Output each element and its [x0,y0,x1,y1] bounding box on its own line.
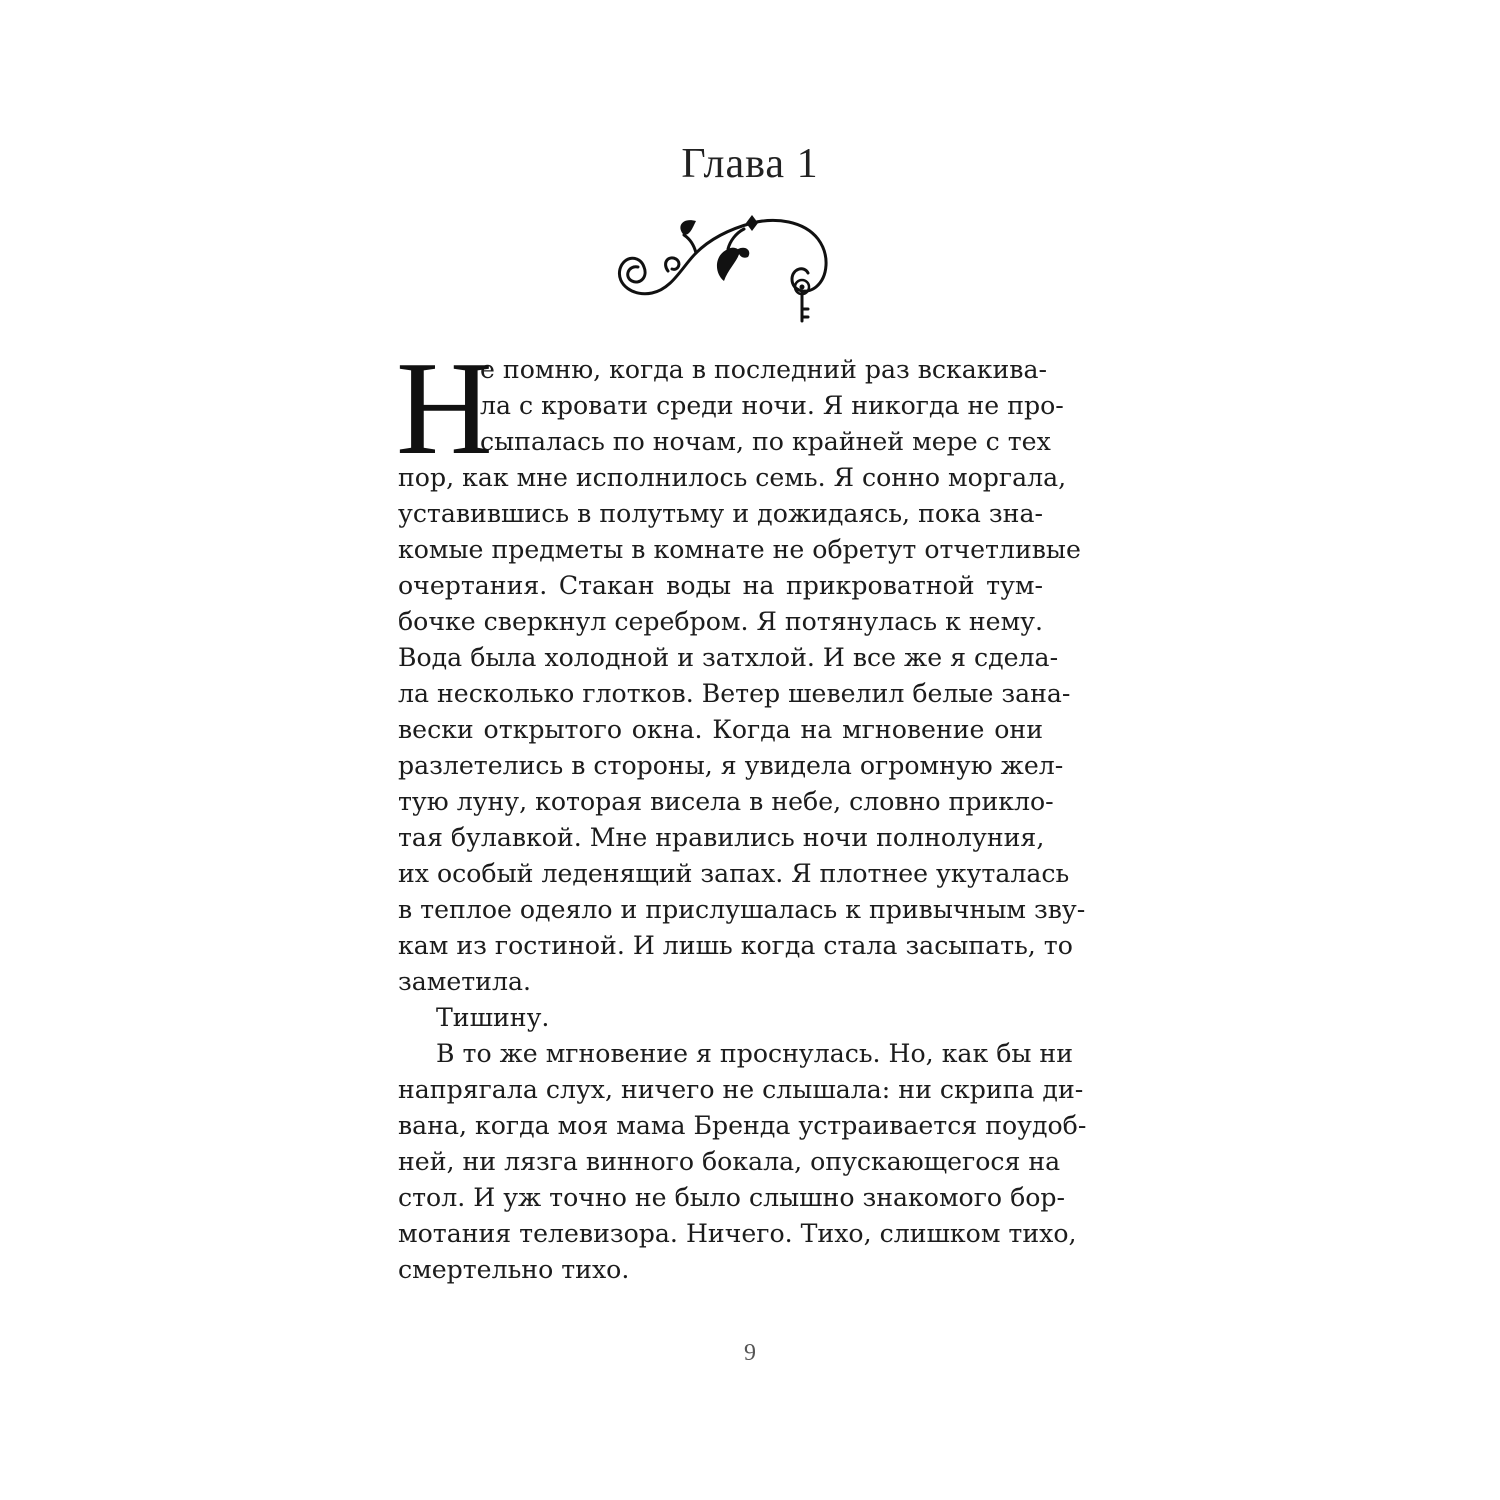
page-number: 9 [744,1340,756,1366]
text-line: ней, ни лязга винного бокала, опускающегося на [398,1147,1061,1176]
text-line: мотания телевизора. Ничего. Тихо, слишком тихо, [398,1219,1077,1248]
text-line: ла несколько глотков. Ветер шевелил белые зана- [398,679,1071,708]
chapter-text [396,334,1087,1288]
text-line: напрягала слух, ничего не слышала: ни скрипа ди- [398,1075,1084,1104]
text-line: заметила. [398,967,531,996]
text-line: смертельно тихо. [398,1255,630,1284]
text-line: очертания. Стакан воды на прикроватной тум- [398,571,1043,600]
text-line: ла с кровати среди ночи. Я никогда не про- [480,391,1064,420]
text-line: вана, когда моя мама Бренда устраивается поудоб- [398,1111,1087,1140]
text-line: е помню, когда в последний раз вскакива- [480,355,1048,384]
text-line: Вода была холодной и затхлой. И все же я сдела- [398,643,1059,672]
text-line: Тишину. [436,1003,550,1032]
text-line: тую луну, которая висела в небе, словно прикло- [398,787,1054,816]
text-line: разлетелись в стороны, я увидела огромную жел- [398,751,1064,780]
text-line: тая булавкой. Мне нравились ночи полнолуния, [398,823,1045,852]
text-line: уставившись в полутьму и дожидаясь, пока зна- [398,499,1043,528]
text-line: их особый леденящий запах. Я плотнее укуталась [398,859,1070,888]
text-line: кам из гостиной. И лишь когда стала засыпать, то [398,931,1073,960]
chapter-title: Глава 1 [681,141,819,187]
text-line: пор, как мне исполнилось семь. Я сонно моргала, [398,463,1067,492]
text-line: вески открытого окна. Когда на мгновение они [398,715,1043,744]
text-line: сыпалась по ночам, по крайней мере с тех [480,427,1051,456]
drop-cap: Н [396,334,493,482]
text-line: бочке сверкнул серебром. Я потянулась к нему. [398,607,1043,636]
text-line: в теплое одеяло и прислушалась к привычным зву- [398,895,1086,924]
vine-swirl-ornament-icon [610,205,850,335]
text-line: стол. И уж точно не было слышно знакомого бор- [398,1183,1066,1212]
text-line: комые предметы в комнате не обретут отчетливые [398,535,1081,564]
text-line: В то же мгновение я проснулась. Но, как бы ни [436,1039,1073,1068]
